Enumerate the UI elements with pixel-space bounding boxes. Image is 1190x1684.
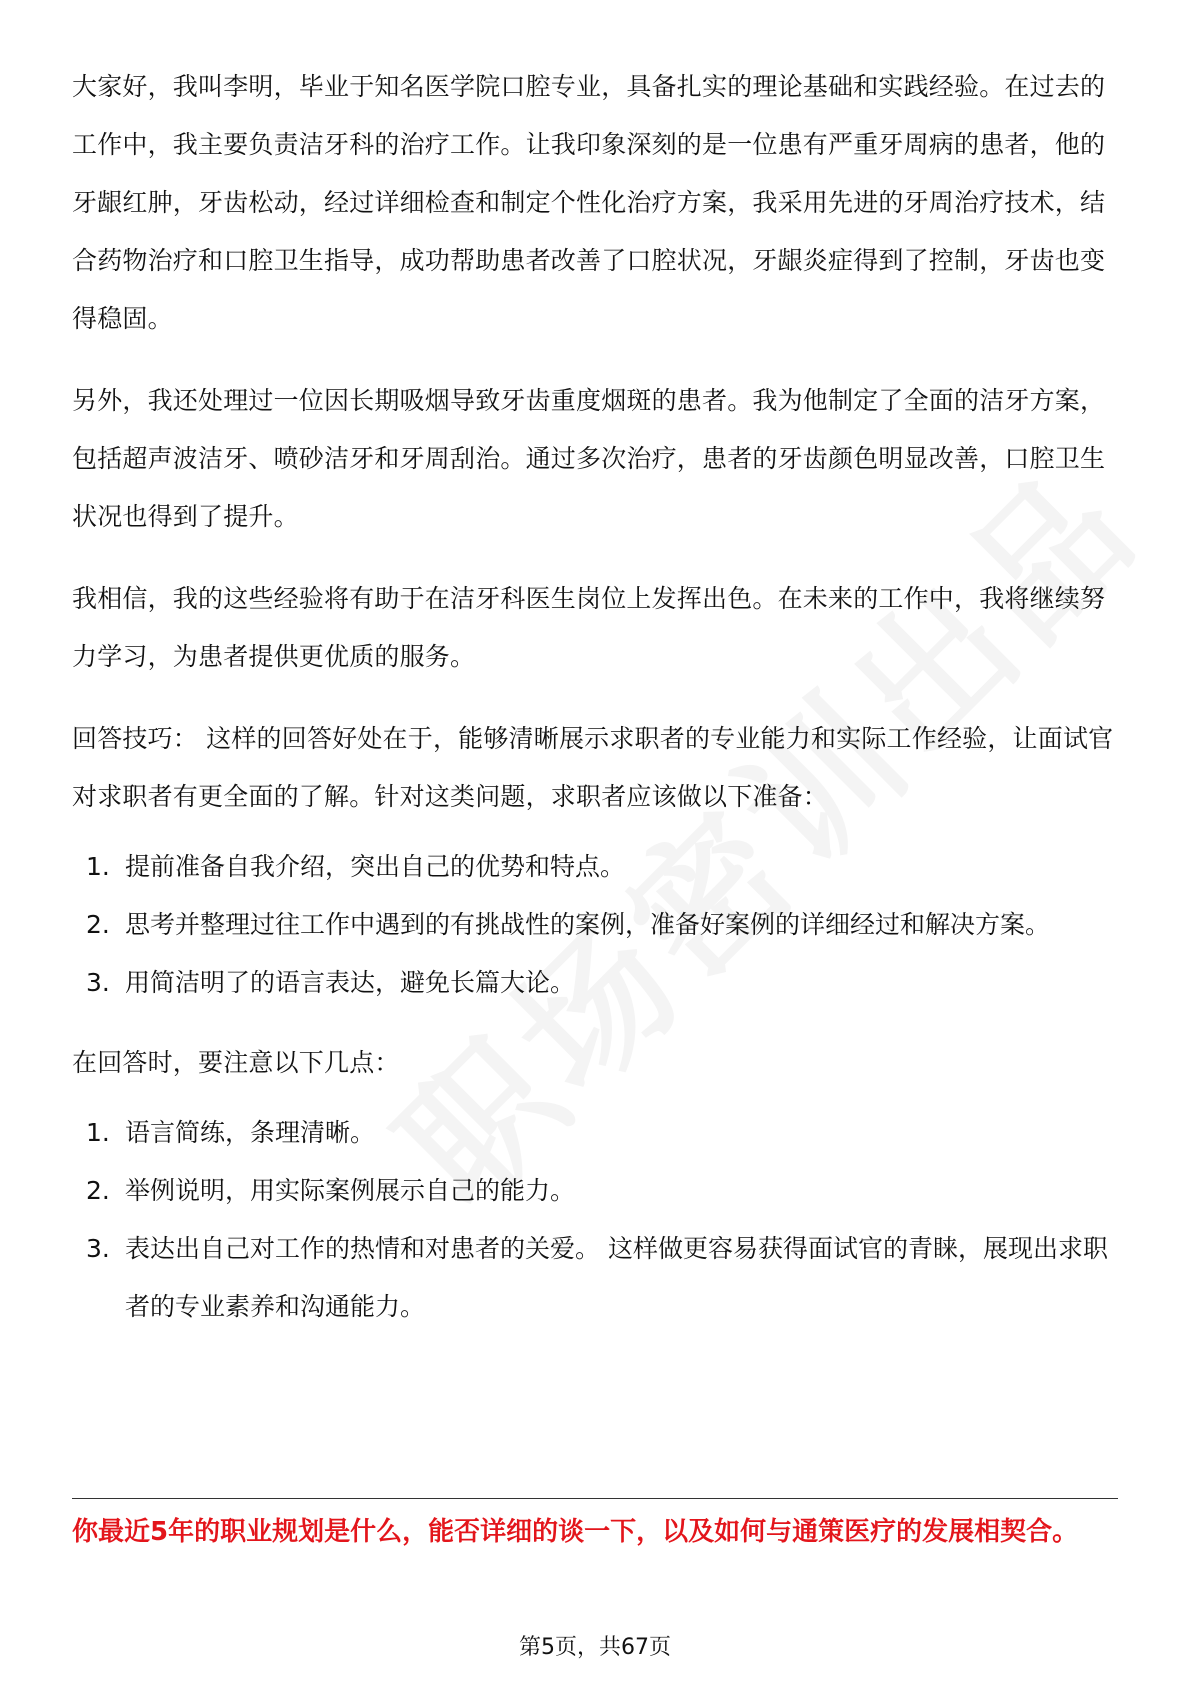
list-item [72, 896, 1118, 954]
list-item [72, 954, 1118, 1012]
list-item [72, 1162, 1118, 1220]
list-number: 2. [86, 1176, 110, 1205]
list-number: 2. [86, 910, 110, 939]
page-number: 第5页，共67页 [519, 1635, 671, 1660]
list-number: 3. [86, 1234, 110, 1263]
list-number: 1. [86, 852, 110, 881]
list-text: 提前准备自我介绍，突出自己的优势和特点。 [125, 852, 626, 881]
list-text: 用简洁明了的语言表达，避免长篇大论。 [125, 968, 576, 997]
list-item [72, 838, 1118, 896]
paragraph-intro: 大家好，我叫李明，毕业于知名医学院口腔专业，具备扎实的理论基础和实践经验。在过去的工作中，我主要负责洁牙科的治疗工作。让我印象深刻的是一位患有严重牙周病的患者，他的牙龈红肿，牙齿松动，经过详细检查和制定个性化治疗方案，我采用先进的牙周治疗技术，结合药物治疗和口腔卫生指导，成功帮助患者改善了口腔状况，牙龈炎症得到了控制，牙齿也变得稳固。 [72, 72, 1106, 333]
attention-list [72, 1104, 1118, 1336]
paragraph-tips: 回答技巧： 这样的回答好处在于，能够清晰展示求职者的专业能力和实际工作经验，让面试官对求职者有更全面的了解。针对这类问题，求职者应该做以下准备： [72, 724, 1114, 811]
paragraph-conclusion: 我相信，我的这些经验将有助于在洁牙科医生岗位上发挥出色。在未来的工作中，我将继续努力学习，为患者提供更优质的服务。 [72, 584, 1106, 671]
list-text: 思考并整理过往工作中遇到的有挑战性的案例，准备好案例的详细经过和解决方案。 [125, 910, 1051, 939]
list-item [72, 1104, 1118, 1162]
paragraph-smoking-case: 另外，我还处理过一位因长期吸烟导致牙齿重度烟斑的患者。我为他制定了全面的洁牙方案，包括超声波洁牙、喷砂洁牙和牙周刮治。通过多次治疗，患者的牙齿颜色明显改善，口腔卫生状况也得到了提升。 [72, 386, 1106, 531]
next-question-heading: 你最近5年的职业规划是什么，能否详细的谈一下，以及如何与通策医疗的发展相契合。 [72, 1517, 1079, 1547]
preparation-list [72, 838, 1118, 1012]
paragraph-attention: 在回答时，要注意以下几点： [72, 1048, 400, 1077]
list-text: 语言简练，条理清晰。 [125, 1118, 376, 1147]
list-text: 举例说明，用实际案例展示自己的能力。 [125, 1176, 576, 1205]
list-text: 表达出自己对工作的热情和对患者的关爱。 这样做更容易获得面试官的青睐，展现出求职者的专业素养和沟通能力。 [125, 1234, 1108, 1321]
answer-content [72, 58, 1118, 1358]
list-item [72, 1220, 1118, 1336]
list-number: 3. [86, 968, 110, 997]
list-number: 1. [86, 1118, 110, 1147]
section-divider [72, 1498, 1118, 1499]
